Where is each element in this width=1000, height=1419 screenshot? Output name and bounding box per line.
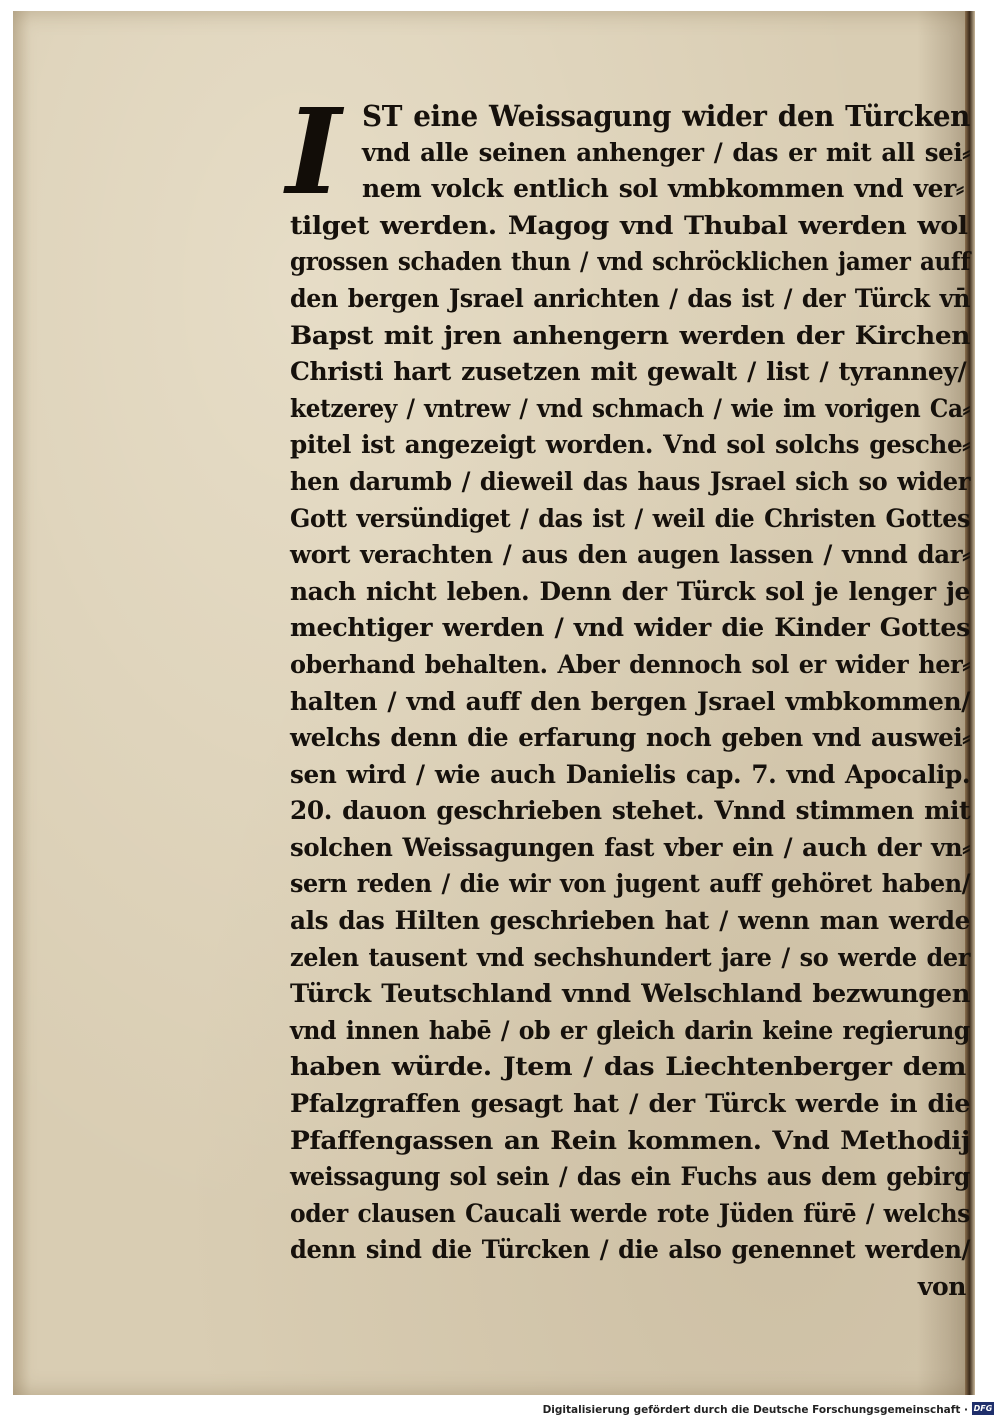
text-line: nem volck entlich sol vmbkommen vnd ver⸗ [362,174,964,204]
footer-bar [0,1399,1000,1419]
text-line: vnd alle seinen anhenger / das er mit all sei⸗ [362,137,971,167]
text-line: ST eine Weissagung wider den Türcken [362,99,970,133]
text-line: haben würde. Jtem / das Liechtenberger dem [290,1052,966,1082]
text-line: oder clausen Caucali werde rote Jüden fürē / welchs [290,1198,971,1228]
text-line: ketzerey / vntrew / vnd schmach / wie im vorigen Ca⸗ [290,393,971,423]
text-line: sern reden / die wir von jugent auff gehöret haben/ [290,869,971,899]
text-line: halten / vnd auff den bergen Jsrael vmbkommen/ [290,686,970,716]
text-line: Gott versündiget / das ist / weil die Christen Gottes [290,503,970,533]
funding-notice: Digitalisierung gefördert durch die Deutsche Forschungsgemeinschaft · [542,1403,968,1416]
text-line: denn sind die Türcken / die also genennet werden/ [290,1235,970,1265]
text-line: solchen Weissagungen fast vber ein / auch der vn⸗ [290,832,971,862]
text-line: 20. dauon geschrieben stehet. Vnnd stimmen mit [290,796,971,826]
text-line: Pfalzgraffen gesagt hat / der Türck werde in die [290,1089,971,1119]
dfg-logo-icon: DFG [973,1404,993,1413]
text-line: weissagung sol sein / das ein Fuchs aus dem gebirg [290,1162,970,1192]
decorated-initial: I [286,82,342,221]
text-line: oberhand behalten. Aber dennoch sol er wider her⸗ [290,649,971,679]
catchword: von [917,1272,966,1301]
text-line: Türck Teutschland vnnd Welschland bezwungen [290,979,970,1009]
text-line: Pfaffengassen an Rein kommen. Vnd Methodij [290,1125,971,1155]
text-line: Christi hart zusetzen mit gewalt / list / tyranney/ [290,357,967,387]
text-line: den bergen Jsrael anrichten / das ist / der Türck vn̄ [290,283,971,313]
text-line: nach nicht leben. Denn der Türck sol je lenger je [290,576,970,606]
text-line: tilget werden. Magog vnd Thubal werden wol [290,210,968,240]
text-line: vnd innen habē / ob er gleich darin keine regierung [290,1015,970,1045]
text-line: grossen schaden thun / vnd schröcklichen jamer auff [290,247,971,277]
page-text [286,82,971,1306]
text-line: pitel ist angezeigt worden. Vnd sol solchs gesche⸗ [290,430,971,460]
text-line: zelen tausent vnd sechshundert jare / so werde der [290,942,970,972]
text-line: Bapst mit jren anhengern werden der Kirchen [290,320,971,350]
text-line: mechtiger werden / vnd wider die Kinder Gottes [290,613,970,643]
text-line: als das Hilten geschrieben hat / wenn man werde [290,906,971,936]
text-line: hen darumb / dieweil das haus Jsrael sich so wider [290,466,970,496]
text-line: welchs denn die erfarung noch geben vnd auswei⸗ [290,723,971,753]
text-line: wort verachten / aus den augen lassen / vnnd dar⸗ [290,540,970,570]
text-line: sen wird / wie auch Danielis cap. 7. vnd Apocalip. [290,759,971,789]
